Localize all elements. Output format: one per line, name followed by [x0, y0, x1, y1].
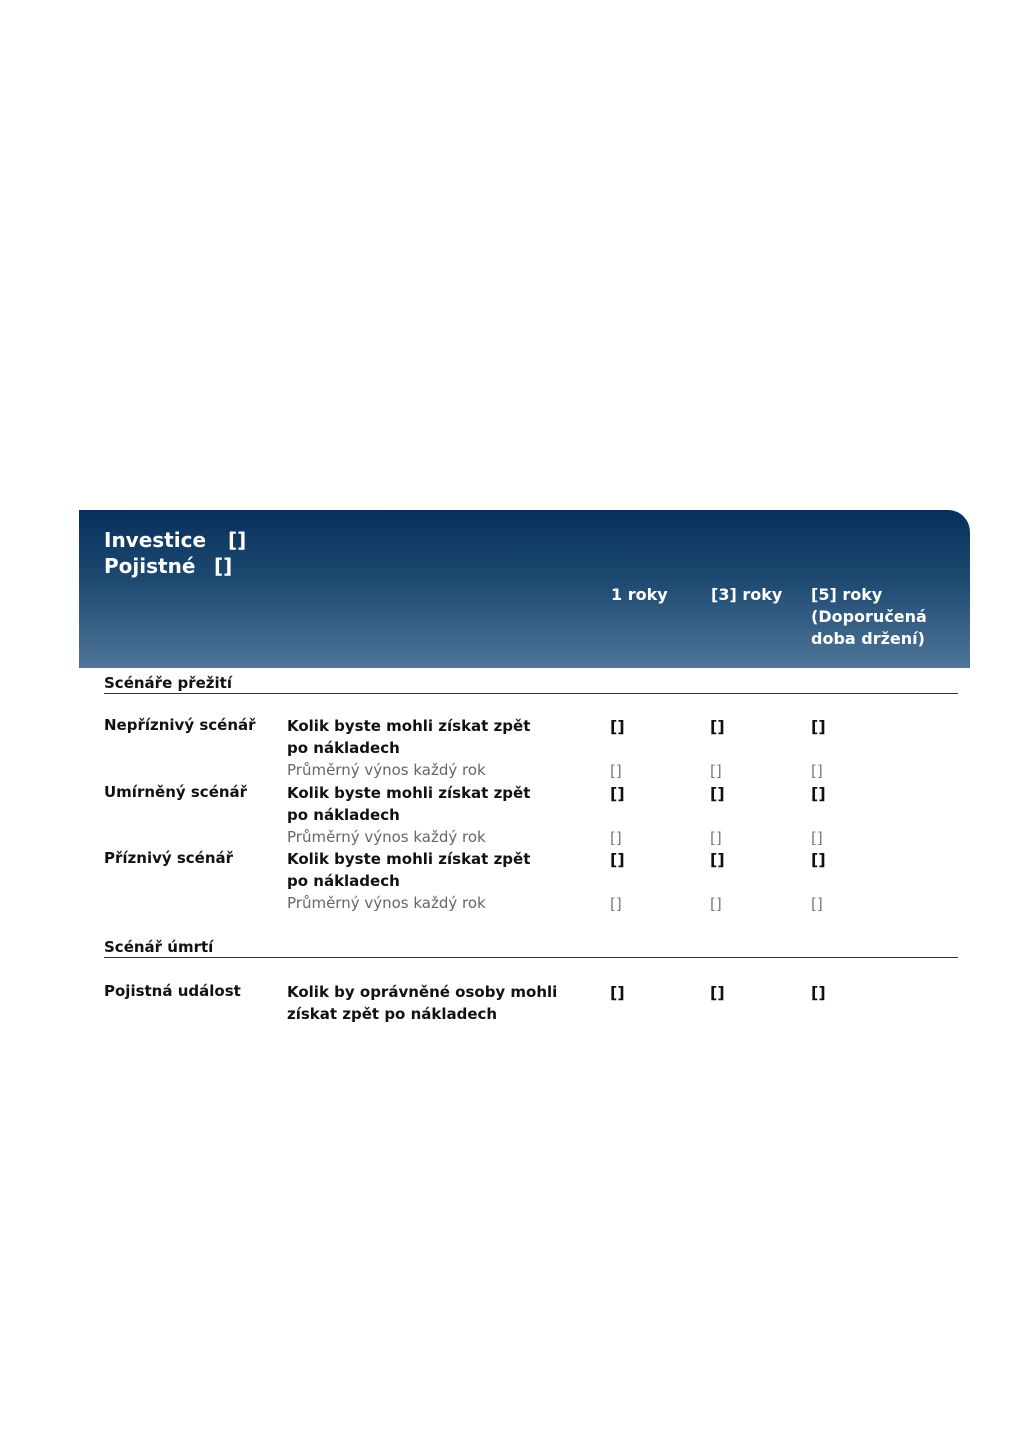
column-header-1-year: 1 roky — [611, 585, 668, 604]
value-favorable-1y: [] — [610, 850, 625, 869]
column-header-5-years: [5] roky (Doporučená doba držení) — [811, 585, 927, 648]
row-label-insured-event: Pojistná událost — [104, 982, 241, 1000]
row-desc-unfavorable: Kolik byste mohli získat zpět po nákladech — [287, 717, 531, 757]
row-sub-favorable: Průměrný výnos každý rok — [287, 894, 486, 912]
value-favorable-3y: [] — [710, 850, 725, 869]
value-unfavorable-3y: [] — [710, 717, 725, 736]
subvalue-unfavorable-3y: [] — [710, 762, 722, 780]
subvalue-unfavorable-1y: [] — [610, 762, 622, 780]
value-unfavorable-1y: [] — [610, 717, 625, 736]
value-insured-event-1y: [] — [610, 983, 625, 1002]
value-unfavorable-5y: [] — [811, 717, 826, 736]
subvalue-favorable-3y: [] — [710, 895, 722, 913]
scenario-table-header-card — [79, 510, 970, 668]
pojistne-label: Pojistné — [104, 554, 196, 578]
investice-label: Investice — [104, 528, 207, 552]
row-label-moderate: Umírněný scénář — [104, 783, 248, 801]
row-desc-insured-event: Kolik by oprávněné osoby mohli získat zpět po nákladech — [287, 983, 558, 1023]
row-desc-moderate: Kolik byste mohli získat zpět po nákladech — [287, 784, 531, 824]
row-sub-unfavorable: Průměrný výnos každý rok — [287, 761, 486, 779]
row-label-unfavorable: Nepříznivý scénář — [104, 716, 256, 734]
subvalue-moderate-3y: [] — [710, 829, 722, 847]
death-divider — [104, 957, 958, 958]
subvalue-favorable-1y: [] — [610, 895, 622, 913]
subvalue-unfavorable-5y: [] — [811, 762, 823, 780]
row-desc-favorable: Kolik byste mohli získat zpět po nákladech — [287, 850, 531, 890]
row-label-favorable: Příznivý scénář — [104, 849, 234, 867]
value-moderate-3y: [] — [710, 784, 725, 803]
value-favorable-5y: [] — [811, 850, 826, 869]
value-insured-event-3y: [] — [710, 983, 725, 1002]
table-header — [79, 510, 970, 668]
row-sub-moderate: Průměrný výnos každý rok — [287, 828, 486, 846]
survival-divider — [104, 693, 958, 694]
pojistne-value: [] — [214, 554, 233, 578]
subvalue-moderate-1y: [] — [610, 829, 622, 847]
column-header-3-years: [3] roky — [711, 585, 783, 604]
death-section-title: Scénář úmrtí — [104, 938, 214, 956]
value-insured-event-5y: [] — [811, 983, 826, 1002]
subvalue-favorable-5y: [] — [811, 895, 823, 913]
value-moderate-5y: [] — [811, 784, 826, 803]
investice-value: [] — [228, 528, 247, 552]
survival-section-title: Scénáře přežití — [104, 674, 232, 692]
value-moderate-1y: [] — [610, 784, 625, 803]
subvalue-moderate-5y: [] — [811, 829, 823, 847]
